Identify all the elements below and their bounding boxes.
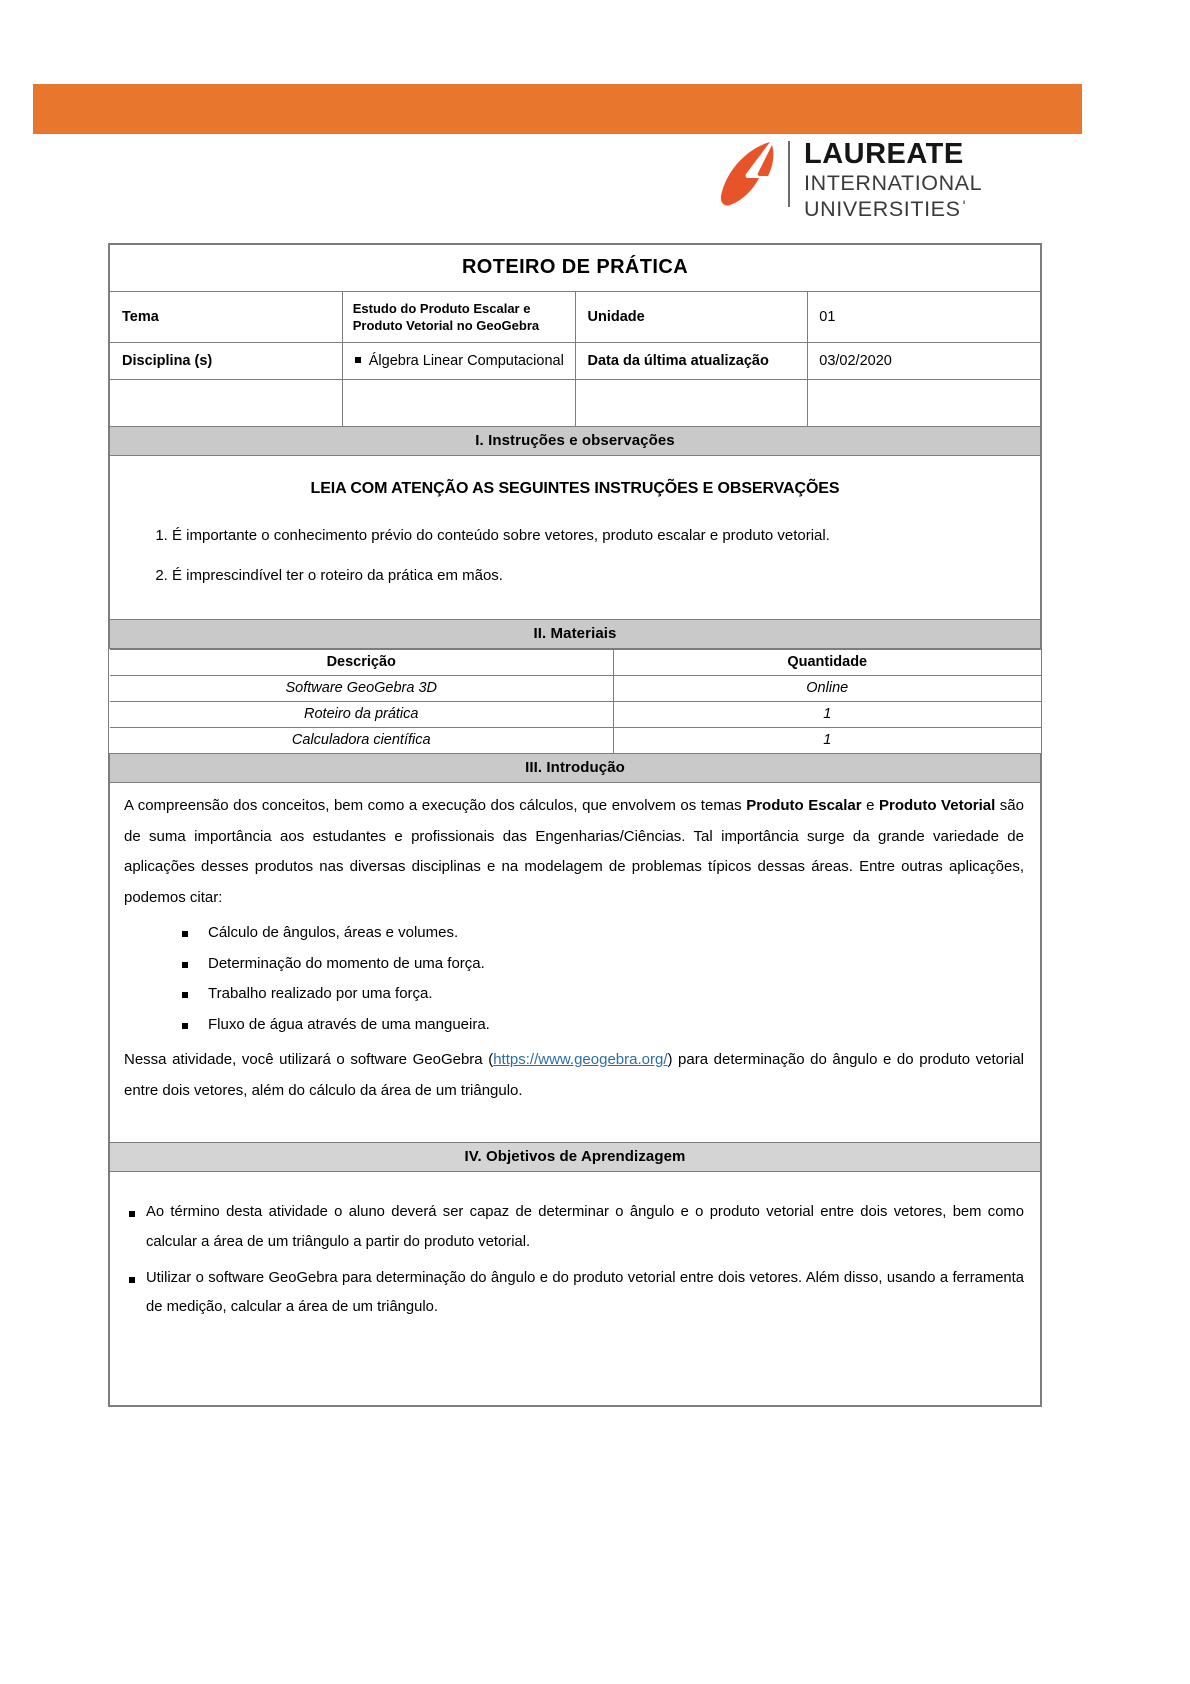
material-description: Roteiro da prática bbox=[110, 701, 614, 727]
logo-line-laureate: LAUREATE bbox=[804, 138, 964, 170]
intro-p1-part3: são de suma importância aos estudantes e profissionais das Engenharias/Ciências. Tal importância surge da grande variedade de aplicações desses produtos nas diversas disciplinas e na modelagem de problemas típicos dessas áreas. Entre outras aplicações, podemos citar: bbox=[124, 796, 1024, 907]
list-item: 1. É importante o conhecimento prévio do conteúdo sobre vetores, produto escalar e produto vetorial. bbox=[172, 524, 1024, 547]
list-item: 2. É imprescindível ter o roteiro da prática em mãos. bbox=[172, 564, 1024, 587]
orange-header-banner bbox=[33, 84, 1082, 134]
material-quantity: 1 bbox=[614, 727, 1041, 753]
table-row bbox=[110, 675, 1041, 701]
section-header-objetivos-row bbox=[110, 1143, 1041, 1172]
introduction-paragraph-1 bbox=[124, 791, 1024, 914]
list-item: Trabalho realizado por uma força. bbox=[182, 979, 1024, 1010]
table-row bbox=[110, 701, 1041, 727]
section-header-introducao: III. Introdução bbox=[110, 753, 1041, 782]
laureate-logo bbox=[718, 138, 988, 221]
section-header-instrucoes: I. Instruções e observações bbox=[110, 427, 1041, 456]
laureate-leaf-mark-icon bbox=[718, 140, 778, 208]
empty-cell-3 bbox=[575, 380, 808, 427]
logo-line-universities: UNIVERSITIESˈ bbox=[804, 196, 969, 221]
material-description: Software GeoGebra 3D bbox=[110, 675, 614, 701]
field-label-data: Data da última atualização bbox=[575, 343, 808, 380]
table-row bbox=[110, 727, 1041, 753]
section-header-introducao-row bbox=[110, 753, 1041, 782]
table-header-row bbox=[110, 649, 1041, 675]
section-body-objetivos-row bbox=[110, 1172, 1041, 1405]
intro-p2-part2: ) para determinação do ângulo e do produto vetorial entre dois vetores, além do cálculo da área de um triângulo. bbox=[124, 1050, 1024, 1099]
logo-line-international: INTERNATIONAL bbox=[804, 171, 983, 195]
table-row-empty bbox=[110, 380, 1041, 427]
instructions-subtitle: LEIA COM ATENÇÃO AS SEGUINTES INSTRUÇÕES E OBSERVAÇÕES bbox=[310, 480, 840, 498]
section-body-materiais-row bbox=[110, 648, 1041, 753]
section-header-materiais: II. Materiais bbox=[110, 619, 1041, 648]
section-header-materiais-row bbox=[110, 619, 1041, 648]
field-value-data: 03/02/2020 bbox=[808, 343, 1041, 380]
section-header-objetivos: IV. Objetivos de Aprendizagem bbox=[110, 1143, 1041, 1172]
intro-p1-bold-produto-escalar: Produto Escalar bbox=[746, 796, 862, 814]
intro-p1-bold-produto-vetorial: Produto Vetorial bbox=[879, 796, 996, 814]
material-quantity: Online bbox=[614, 675, 1041, 701]
list-item: Fluxo de água através de uma mangueira. bbox=[182, 1010, 1024, 1041]
section-body-introducao-row bbox=[110, 782, 1041, 1143]
field-value-tema: Estudo do Produto Escalar e Produto Vetorial no GeoGebra bbox=[342, 292, 575, 343]
square-bullet-icon bbox=[355, 357, 361, 363]
introduction-bottom-spacer bbox=[124, 1106, 1024, 1132]
introduction-paragraph-2 bbox=[124, 1045, 1024, 1107]
section-header-instrucoes-row bbox=[110, 427, 1041, 456]
empty-cell-2 bbox=[342, 380, 575, 427]
empty-cell-1 bbox=[110, 380, 343, 427]
list-item: Cálculo de ângulos, áreas e volumes. bbox=[182, 918, 1024, 949]
table-row-disciplina bbox=[110, 343, 1041, 380]
empty-cell-4 bbox=[808, 380, 1041, 427]
list-item: Determinação do momento de uma força. bbox=[182, 949, 1024, 980]
introduction-applications-list bbox=[124, 918, 1024, 1041]
table-row-tema bbox=[110, 292, 1041, 343]
materials-table bbox=[110, 649, 1041, 753]
list-item: Ao término desta atividade o aluno deverá ser capaz de determinar o ângulo e o produto vetorial entre dois vetores, bem como calcular a área de um triângulo a partir do produto vetorial. bbox=[124, 1198, 1024, 1257]
field-value-disciplina-text: Álgebra Linear Computacional bbox=[368, 352, 564, 369]
intro-p1-part1: A compreensão dos conceitos, bem como a execução dos cálculos, que envolvem os temas bbox=[124, 796, 747, 814]
list-item: Utilizar o software GeoGebra para determinação do ângulo e do produto vetorial entre dois vetores. Além disso, usando a ferramenta de medição, calcular a área de um triângulo. bbox=[124, 1264, 1024, 1323]
objectives-list bbox=[124, 1198, 1024, 1322]
practice-guide-document bbox=[108, 243, 1042, 1407]
field-value-unidade: 01 bbox=[808, 292, 1041, 343]
column-header-quantidade: Quantidade bbox=[614, 649, 1041, 675]
field-label-unidade: Unidade bbox=[575, 292, 808, 343]
section-body-objetivos bbox=[110, 1172, 1041, 1405]
column-header-descricao: Descrição bbox=[110, 649, 614, 675]
geogebra-link[interactable]: https://www.geogebra.org/ bbox=[493, 1050, 668, 1068]
document-title-row bbox=[110, 245, 1041, 292]
intro-p1-part2: e bbox=[861, 796, 880, 814]
section-body-instrucoes bbox=[110, 456, 1041, 620]
field-value-disciplina bbox=[342, 343, 575, 380]
section-body-materiais bbox=[110, 648, 1041, 753]
logo-divider bbox=[788, 141, 790, 207]
material-description: Calculadora científica bbox=[110, 727, 614, 753]
instructions-list bbox=[126, 524, 1024, 587]
material-quantity: 1 bbox=[614, 701, 1041, 727]
intro-p2-part1: Nessa atividade, você utilizará o software GeoGebra ( bbox=[124, 1050, 494, 1068]
section-body-introducao bbox=[110, 782, 1041, 1143]
field-label-disciplina: Disciplina (s) bbox=[110, 343, 343, 380]
field-label-tema: Tema bbox=[110, 292, 343, 343]
section-body-instrucoes-row bbox=[110, 456, 1041, 620]
objectives-bottom-spacer bbox=[124, 1329, 1024, 1385]
page-title: ROTEIRO DE PRÁTICA bbox=[110, 245, 1041, 292]
